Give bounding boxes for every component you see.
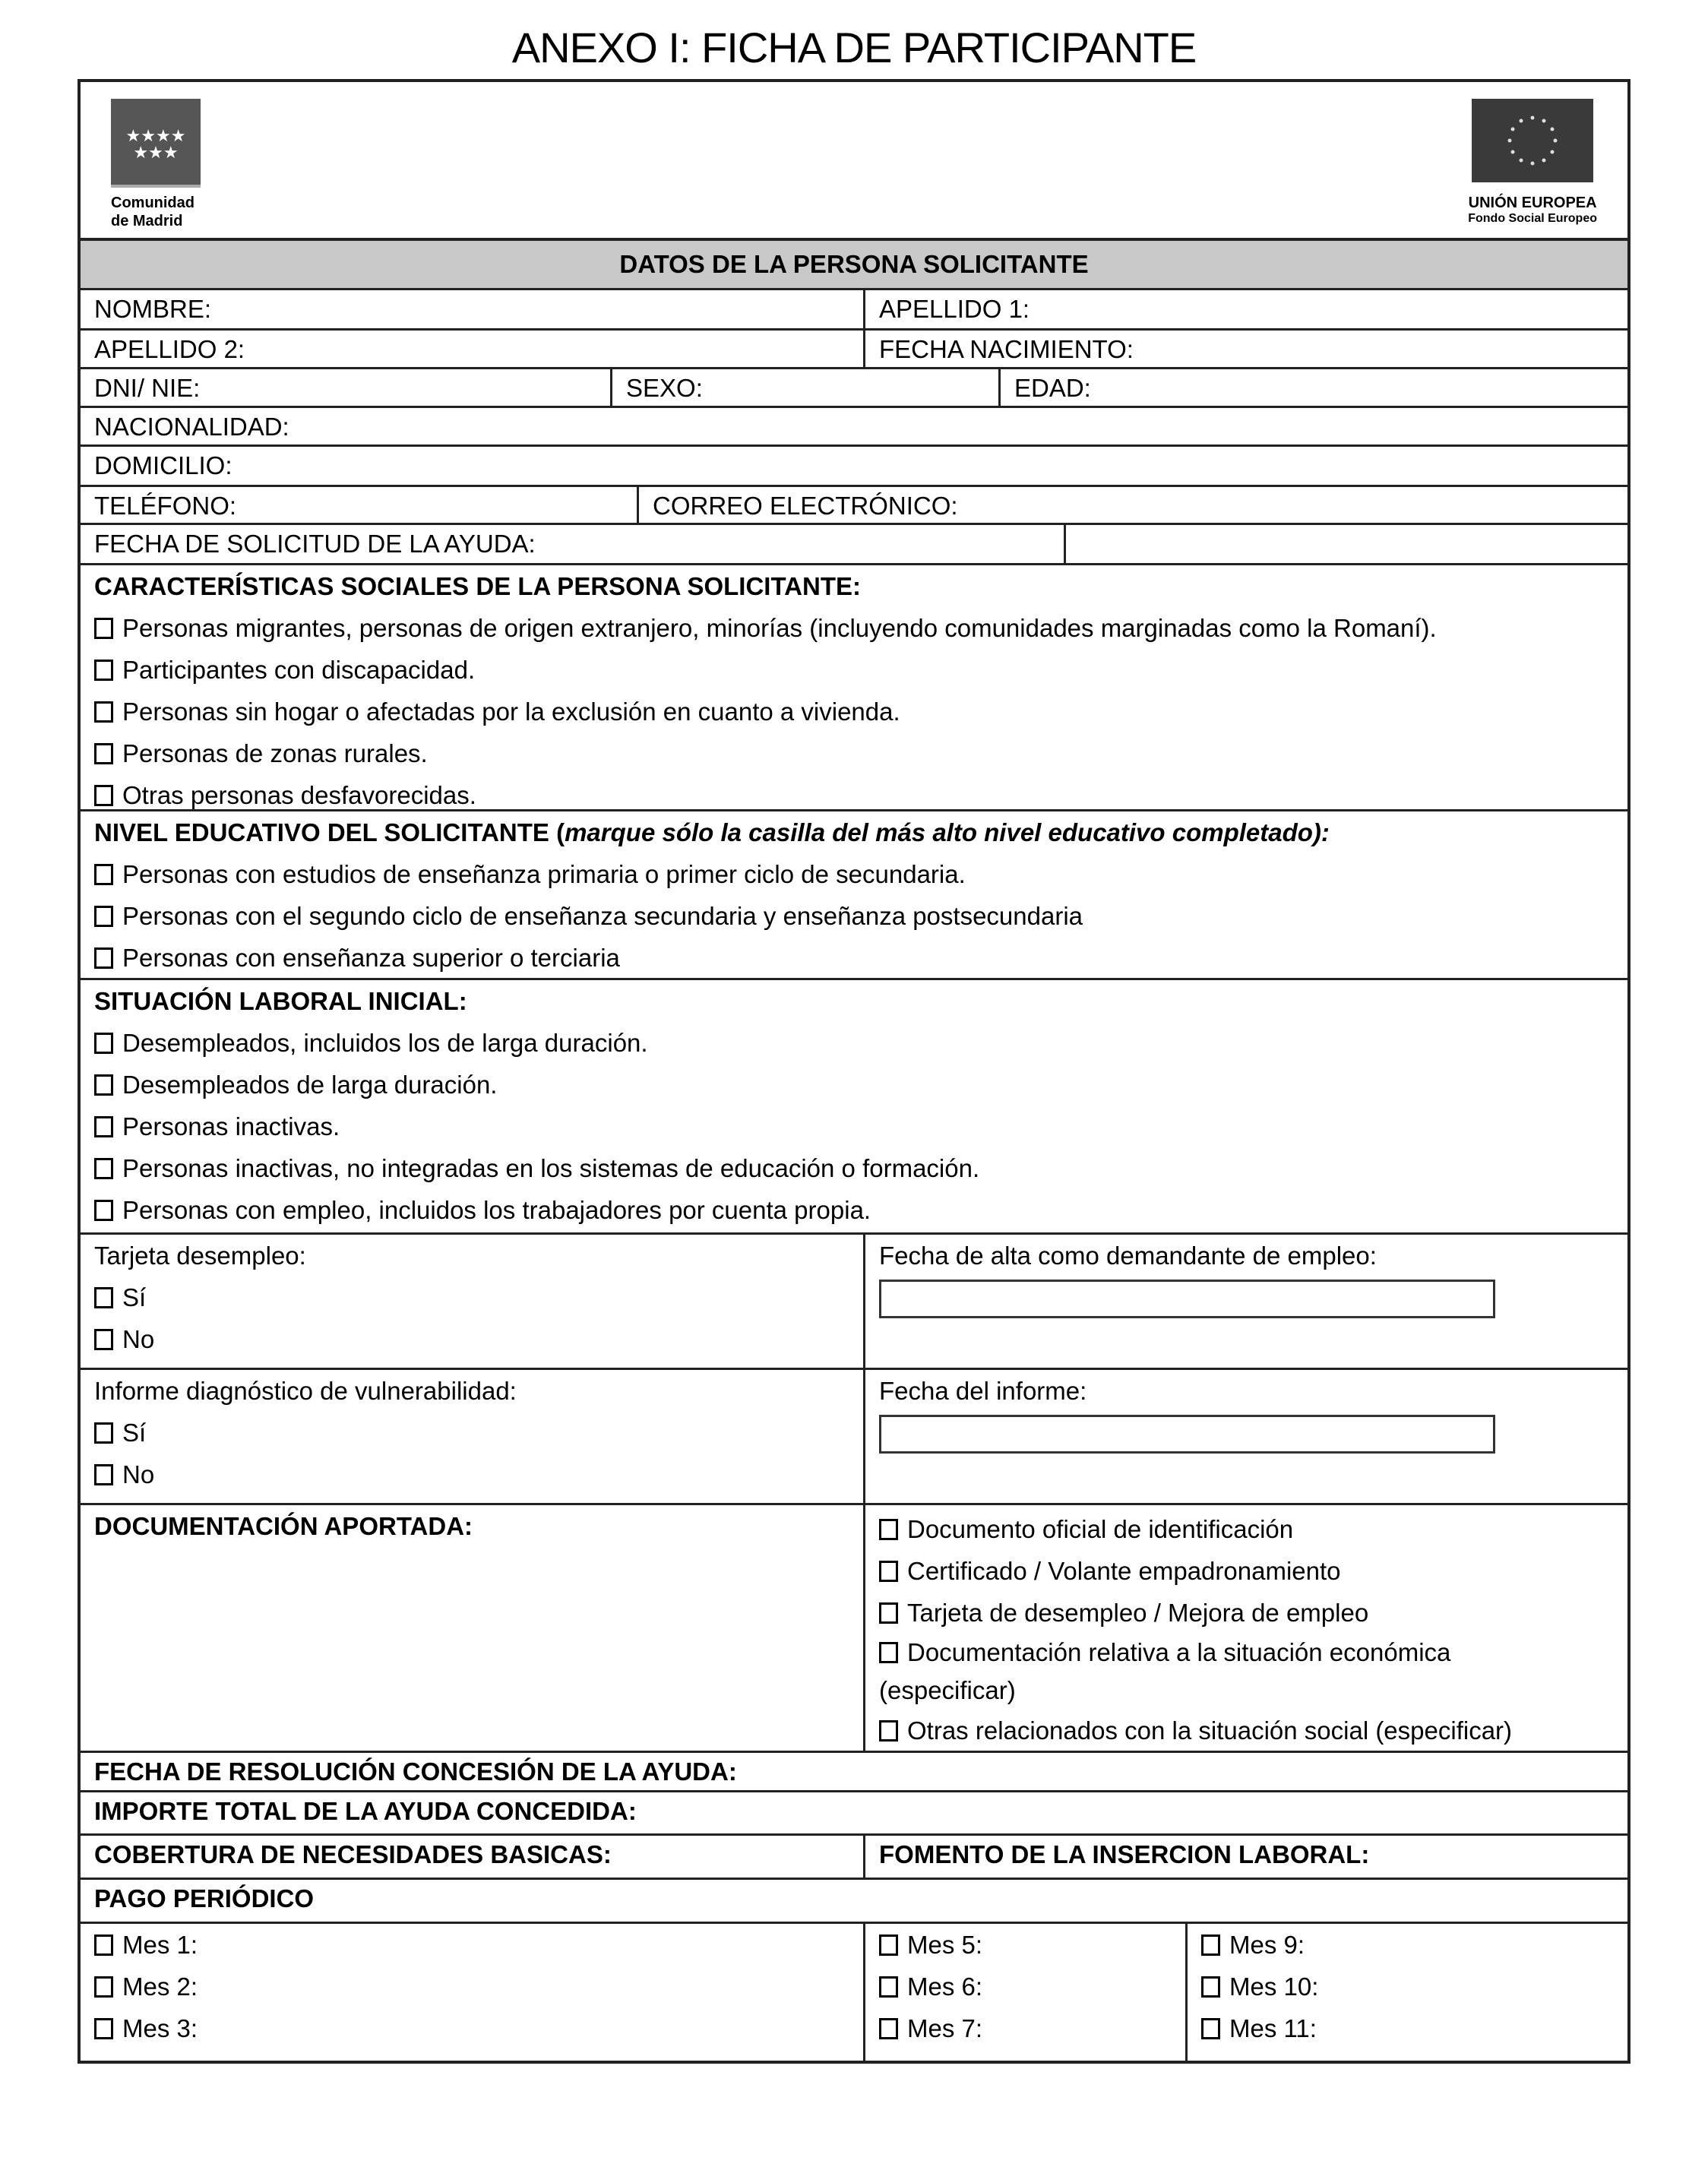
checkbox-label: No: [122, 1325, 155, 1353]
cobertura-field[interactable]: COBERTURA DE NECESIDADES BASICAS:: [81, 1836, 865, 1878]
checkbox-icon[interactable]: [94, 1329, 113, 1350]
checkbox-icon[interactable]: [879, 1602, 898, 1624]
checkbox-label: Documento oficial de identificación: [907, 1515, 1294, 1543]
nivel-note: marque sólo la casilla del más alto nivel educativo completado):: [565, 818, 1330, 846]
documentacion-title: DOCUMENTACIÓN APORTADA:: [94, 1512, 473, 1540]
page-title: ANEXO I: FICHA DE PARTICIPANTE: [511, 24, 1197, 71]
fecha-nacimiento-field[interactable]: FECHA NACIMIENTO:: [879, 335, 1134, 363]
union-europea-logo: [1468, 99, 1597, 226]
checkbox-icon[interactable]: [94, 906, 113, 927]
checkbox-icon[interactable]: [94, 701, 113, 723]
situacion-title: SITUACIÓN LABORAL INICIAL:: [94, 987, 467, 1015]
nivel-title-text: NIVEL EDUCATIVO DEL SOLICITANTE (: [94, 818, 565, 846]
checkbox-label: Personas con estudios de enseñanza primaria o primer ciclo de secundaria.: [122, 860, 966, 888]
checkbox-icon[interactable]: [879, 1976, 898, 1998]
checkbox-label: Otras relacionados con la situación social (especificar): [907, 1716, 1513, 1745]
mes-label: Mes 6:: [907, 1972, 983, 2001]
fecha-informe-label: Fecha del informe:: [879, 1377, 1087, 1405]
informe-no[interactable]: [94, 1454, 849, 1495]
informe-si[interactable]: [94, 1412, 849, 1454]
checkbox-icon[interactable]: [94, 1158, 113, 1179]
checkbox-item[interactable]: [94, 1189, 1614, 1231]
checkbox-label: Participantes con discapacidad.: [122, 656, 476, 684]
tarjeta-si[interactable]: [94, 1276, 849, 1318]
checkbox-item[interactable]: [94, 607, 1614, 649]
mes-item[interactable]: [94, 1924, 849, 1966]
checkbox-icon[interactable]: [879, 1519, 898, 1540]
checkbox-icon[interactable]: [94, 1116, 113, 1137]
checkbox-item[interactable]: [94, 1064, 1614, 1106]
fecha-resolucion-field[interactable]: FECHA DE RESOLUCIÓN CONCESIÓN DE LA AYUDA:: [94, 1757, 737, 1786]
checkbox-item[interactable]: [94, 1022, 1614, 1064]
madrid-stars-icon: ★★★★ ★★★: [111, 99, 201, 188]
checkbox-label: Tarjeta de desempleo / Mejora de empleo: [907, 1599, 1369, 1627]
checkbox-icon[interactable]: [1201, 1976, 1220, 1998]
checkbox-label: Certificado / Volante empadronamiento: [907, 1557, 1341, 1585]
participant-form: [77, 79, 1631, 2064]
fecha-alta-label: Fecha de alta como demandante de empleo:: [879, 1242, 1377, 1270]
checkbox-icon[interactable]: [94, 864, 113, 885]
checkbox-icon[interactable]: [94, 947, 113, 969]
checkbox-icon[interactable]: [94, 1074, 113, 1096]
madrid-logo-text: Comunidad: [111, 195, 195, 211]
fomento-field[interactable]: FOMENTO DE LA INSERCION LABORAL:: [879, 1840, 1370, 1868]
checkbox-icon[interactable]: [1201, 2018, 1220, 2039]
checkbox-label: Documentación relativa a la situación económica: [907, 1638, 1451, 1666]
eu-logo-text: UNIÓN EUROPEA: [1468, 195, 1597, 211]
checkbox-icon[interactable]: [879, 2018, 898, 2039]
checkbox-label: Desempleados de larga duración.: [122, 1071, 498, 1099]
checkbox-item[interactable]: [94, 774, 1614, 809]
nivel-title: [94, 811, 1614, 853]
mes-label: Mes 11:: [1229, 2014, 1317, 2042]
checkbox-item[interactable]: [879, 1508, 1614, 1550]
eu-logo-subtext: Fondo Social Europeo: [1468, 212, 1597, 225]
eu-flag-icon: [1472, 99, 1593, 182]
logo-header: [81, 82, 1627, 241]
checkbox-icon[interactable]: [94, 1287, 113, 1308]
checkbox-item[interactable]: [94, 853, 1614, 895]
checkbox-item[interactable]: [879, 1634, 1614, 1672]
checkbox-label: Personas sin hogar o afectadas por la exclusión en cuanto a vivienda.: [122, 698, 900, 726]
mes-item[interactable]: [1201, 1924, 1614, 1966]
tarjeta-label: Tarjeta desempleo:: [94, 1242, 306, 1270]
checkbox-item[interactable]: [879, 1710, 1614, 1751]
checkbox-label: Sí: [122, 1419, 147, 1447]
checkbox-label: Otras personas desfavorecidas.: [122, 781, 476, 809]
mes-label: Mes 5:: [907, 1931, 983, 1959]
fecha-solicitud-label: FECHA DE SOLICITUD DE LA AYUDA:: [81, 525, 1066, 563]
checkbox-icon[interactable]: [94, 2018, 113, 2039]
checkbox-label: Personas con empleo, incluidos los trabajadores por cuenta propia.: [122, 1196, 871, 1224]
telefono-field[interactable]: TELÉFONO:: [81, 487, 639, 523]
importe-total-field[interactable]: IMPORTE TOTAL DE LA AYUDA CONCEDIDA:: [94, 1797, 637, 1825]
checkbox-icon[interactable]: [94, 1934, 113, 1956]
caracteristicas-title: CARACTERÍSTICAS SOCIALES DE LA PERSONA SOLICITANTE:: [94, 572, 861, 600]
checkbox-icon[interactable]: [879, 1934, 898, 1956]
pago-periodico-title: PAGO PERIÓDICO: [94, 1884, 315, 1912]
nombre-field[interactable]: NOMBRE:: [81, 290, 865, 328]
dni-field[interactable]: DNI/ NIE:: [81, 369, 612, 406]
checkbox-item[interactable]: [94, 732, 1614, 774]
mes-item[interactable]: [94, 2007, 849, 2049]
checkbox-icon[interactable]: [94, 743, 113, 764]
checkbox-icon[interactable]: [879, 1561, 898, 1582]
fecha-alta-input[interactable]: [879, 1280, 1495, 1318]
checkbox-item[interactable]: [94, 1147, 1614, 1189]
checkbox-icon[interactable]: [94, 1033, 113, 1054]
mes-item[interactable]: [1201, 1966, 1614, 2007]
checkbox-label: Personas de zonas rurales.: [122, 739, 428, 767]
edad-field[interactable]: EDAD:: [1014, 374, 1091, 402]
correo-field[interactable]: CORREO ELECTRÓNICO:: [653, 492, 958, 520]
checkbox-label: Desempleados, incluidos los de larga duración.: [122, 1029, 648, 1057]
nacionalidad-field[interactable]: NACIONALIDAD:: [94, 413, 289, 441]
mes-label: Mes 2:: [122, 1972, 198, 2001]
mes-item[interactable]: [879, 1924, 1172, 1966]
checkbox-label: Personas inactivas.: [122, 1112, 340, 1140]
fecha-solicitud-input[interactable]: [1066, 525, 1627, 563]
checkbox-icon[interactable]: [94, 1464, 113, 1485]
checkbox-icon[interactable]: [94, 660, 113, 681]
checkbox-label: No: [122, 1460, 155, 1488]
mes-item[interactable]: [879, 2007, 1172, 2049]
checkbox-item[interactable]: [94, 649, 1614, 691]
checkbox-item[interactable]: [879, 1592, 1614, 1634]
checkbox-icon[interactable]: [94, 1976, 113, 1998]
apellido2-field[interactable]: APELLIDO 2:: [81, 331, 865, 367]
mes-item[interactable]: [1201, 2007, 1614, 2049]
checkbox-icon[interactable]: [879, 1720, 898, 1742]
checkbox-icon[interactable]: [94, 1422, 113, 1444]
mes-label: Mes 9:: [1229, 1931, 1305, 1959]
section-header-datos: [81, 241, 1627, 290]
mes-label: Mes 3:: [122, 2014, 198, 2042]
checkbox-item[interactable]: [94, 1106, 1614, 1147]
checkbox-icon[interactable]: [879, 1642, 898, 1663]
checkbox-label: Personas inactivas, no integradas en los sistemas de educación o formación.: [122, 1154, 980, 1182]
comunidad-madrid-logo: [111, 99, 201, 230]
fecha-informe-input[interactable]: [879, 1415, 1495, 1454]
checkbox-icon[interactable]: [1201, 1934, 1220, 1956]
mes-label: Mes 7:: [907, 2014, 983, 2042]
madrid-logo-text: de Madrid: [111, 213, 183, 229]
checkbox-item[interactable]: [94, 937, 1614, 978]
mes-label: Mes 1:: [122, 1931, 198, 1959]
checkbox-icon[interactable]: [94, 618, 113, 639]
checkbox-icon[interactable]: [94, 1200, 113, 1221]
mes-label: Mes 10:: [1229, 1972, 1319, 2001]
checkbox-item[interactable]: [94, 691, 1614, 732]
checkbox-label: Personas migrantes, personas de origen extranjero, minorías (incluyendo comunidades marginadas como la Romaní).: [122, 614, 1437, 642]
informe-label: Informe diagnóstico de vulnerabilidad:: [94, 1377, 517, 1405]
checkbox-item[interactable]: [94, 895, 1614, 937]
mes-item[interactable]: [94, 1966, 849, 2007]
checkbox-label-continued: (especificar): [879, 1676, 1016, 1704]
mes-item[interactable]: [879, 1966, 1172, 2007]
domicilio-field[interactable]: DOMICILIO:: [94, 451, 232, 479]
sexo-field[interactable]: SEXO:: [612, 369, 1001, 406]
checkbox-label: Personas con enseñanza superior o terciaria: [122, 944, 620, 972]
checkbox-label: Sí: [122, 1283, 147, 1311]
checkbox-icon[interactable]: [94, 785, 113, 806]
checkbox-item[interactable]: [879, 1550, 1614, 1592]
section-title: DATOS DE LA PERSONA SOLICITANTE: [619, 250, 1089, 278]
checkbox-label: Personas con el segundo ciclo de enseñanza secundaria y enseñanza postsecundaria: [122, 902, 1083, 930]
apellido1-field[interactable]: APELLIDO 1:: [879, 295, 1030, 323]
tarjeta-no[interactable]: [94, 1318, 849, 1360]
